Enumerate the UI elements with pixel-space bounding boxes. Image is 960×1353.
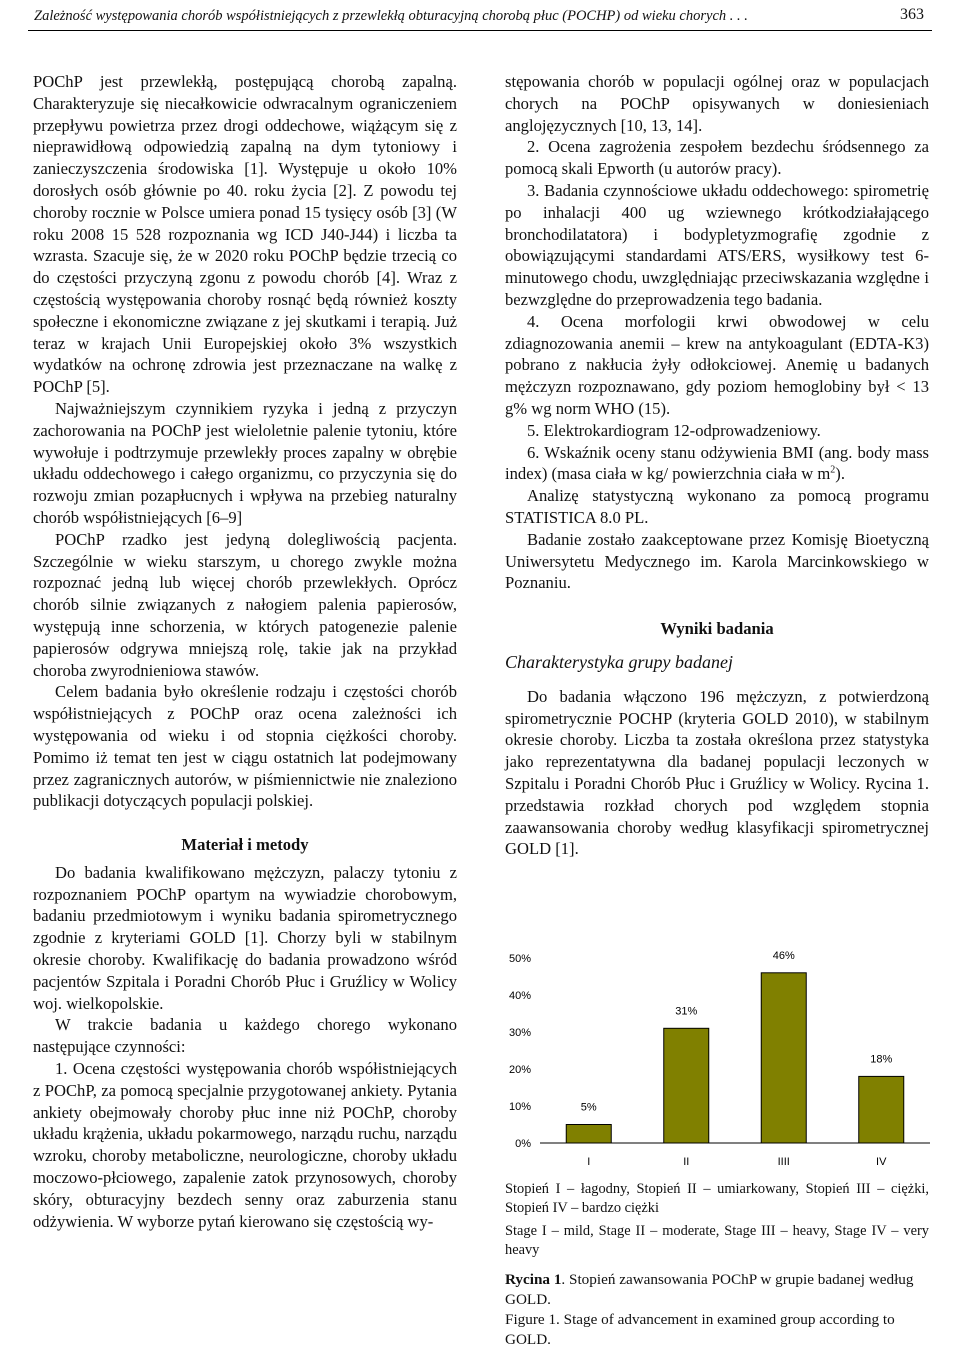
- bmi-paragraph: [505, 442, 929, 486]
- methods-paragraph-1: Do badania kwalifikowano mężczyzn, palaczy tytoniu z rozpoznaniem POChP opartym na wywiadzie chorobowym, badaniu przedmiotowym i wyniku badania spirometrycznego zgodnie z kryteriami GOLD [1]. Chorzy byli w stabilnym okresie choroby. Kwalifikację do badania prowadzono wśród pacjentów Szpitala i Poradni Chorób Płuc i Gruźlicy w Wolicy woj. wielkopolskie.: [33, 862, 457, 1013]
- data-label: 46%: [772, 950, 795, 962]
- right-paragraph-2: 2. Ocena zagrożenia zespołem bezdechu śródsennego za pomocą skali Epworth (u autorów pracy).: [505, 137, 929, 179]
- caption-polish-text: . Stopień zawansowania POChP w grupie badanej według GOLD.: [505, 1271, 914, 1308]
- methods-paragraph-2: W trakcie badania u każdego chorego wykonano następujące czynności:: [33, 1015, 457, 1057]
- running-title: Zależność występowania chorób współistniejących z przewlekłą obturacyjną chorobą płuc (POCHP) od wieku chorych . . .: [34, 8, 748, 24]
- chart-legend: [505, 1180, 929, 1264]
- subsection-heading: Charakterystyka grupy badanej: [505, 651, 733, 672]
- x-tick-label: II: [683, 1156, 690, 1168]
- caption-polish: [505, 1270, 929, 1310]
- chart-svg: [500, 950, 940, 1175]
- legend-polish: Stopień I – łagodny, Stopień II – umiarkowany, Stopień III – ciężki, Stopień IV – bardzo ciężki: [505, 1181, 929, 1216]
- y-tick-label: 0%: [515, 1138, 531, 1150]
- right-paragraph-ethics: Badanie zostało zaakceptowane przez Komisję Bioetyczną Uniwersytetu Medycznego im. Karola Marcinkowskiego w Poznaniu.: [505, 529, 929, 593]
- page-number: 363: [900, 6, 924, 23]
- bar-stage-3: [761, 973, 806, 1143]
- results-paragraph: Do badania włączono 196 mężczyzn, z potwierdzoną spirometrycznie POCHP (kryteria GOLD 2010), w stabilnym okresie choroby. Liczba ta została określona przez statystyka jako reprezentatywna dla badanej populacji leczonych w Szpitalu i Poradni Chorób Płuc i Gruźlicy w Wolicy. Rycina 1. przedstawia rozkład chorych pod względem stopnia zaawansowania choroby według klasyfikacji spirometrycznej GOLD [1].: [505, 686, 929, 859]
- intro-paragraph-3: POChP rzadko jest jedyną dolegliwością pacjenta. Szczególnie w wieku starszym, u chorego zwykle można rozpoznać jedną lub więcej chorób przewlekłych. Oprócz chorób silnie związanych z nałogiem palenia papierosów, występują inne schorzenia, w których patogenezie palenie papierosów odgrywa mniejszą rolę, takie jak na przykład choroba zwyrodnieniowa stawów.: [33, 529, 457, 680]
- y-tick-label: 30%: [508, 1027, 531, 1039]
- results-heading: Wyniki badania: [660, 619, 774, 639]
- legend-english: Stage I – mild, Stage II – moderate, Stage III – heavy, Stage IV – very heavy: [505, 1223, 929, 1258]
- right-paragraph-3: 3. Badania czynnościowe układu oddechowego: spirometrię po inhalacji 400 ug wziewnego krótkodziałającego bronchodilatatora) i bodypletyzmografię zgodnie z obowiązującymi standardami ATS/ERS, wysiłkowy test 6-minutowego chodu, uwzględniając przeciwskazania względne i bezwzględne do przeprowadzenia tego badania.: [505, 180, 929, 309]
- right-paragraph-4: 4. Ocena morfologii krwi obwodowej w celu zdiagnozowania anemii – krew na antykoagulant (EDTA-K3) pobrano z nakłucia żyły odłokciowej. Anemię u badanych mężczyzn rozpoznawano, gdy poziom hemoglobiny był < 13 g% wg norm WHO (15).: [505, 311, 929, 418]
- x-tick-label: IIII: [777, 1156, 790, 1168]
- y-tick-label: 40%: [508, 990, 531, 1002]
- right-column: [505, 71, 929, 860]
- methods-paragraph-3: 1. Ocena częstości występowania chorób współistniejących z POChP, za pomocą specjalnie przygotowanej ankiety. Pytania ankiety obejmowały choroby płuc inne niż POChP, choroby układu krążenia, układu pokarmowego, narządu ruchu, narządu wzroku, choroby metaboliczne, neurologiczne, choroby układu moczowo-płciowego, zapalenie zatok przynosowych, choroby skóry, obturacyjny bezdech senny oraz zaburzenia stanu odżywienia. W wyborze pytań kierowano się częstością wy-: [33, 1059, 457, 1231]
- left-column: [33, 71, 457, 1232]
- intro-paragraph-4: Celem badania było określenie rodzaju i częstości chorób współistniejących z POChP oraz ocena zależności ich występowania od wieku i od stopnia ciężkości choroby. Pomimo iż temat ten jest w ciągu ostatnich lat podejmowany przez zagranicznych autorów, w piśmiennictwie nie znaleziono publikacji dotyczących populacji polskiej.: [33, 682, 457, 811]
- figure-caption: [505, 1270, 929, 1350]
- bar-stage-1: [566, 1125, 611, 1144]
- data-label: 31%: [675, 1005, 698, 1018]
- caption-label: Rycina 1: [505, 1271, 562, 1288]
- methods-heading: Materiał i metody: [181, 835, 309, 855]
- right-paragraph-5: 5. Elektrokardiogram 12-odprowadzeniowy.: [527, 420, 821, 440]
- right-paragraph-stats: Analizę statystyczną wykonano za pomocą programu STATISTICA 8.0 PL.: [505, 486, 929, 527]
- x-tick-label: IV: [876, 1156, 887, 1168]
- y-tick-label: 10%: [508, 1101, 531, 1113]
- data-label: 5%: [580, 1101, 597, 1114]
- y-tick-label: 50%: [508, 953, 531, 965]
- bmi-text: 6. Wskaźnik oceny stanu odżywienia BMI (ang. body mass index) (masa ciała w kg/ powierzchnia ciała w m: [505, 442, 929, 484]
- bar-stage-4: [859, 1076, 904, 1143]
- caption-english: Figure 1. Stage of advancement in examined group according to GOLD.: [505, 1311, 895, 1348]
- intro-paragraph-1: POChP jest przewlekłą, postępującą chorobą zapalną. Charakteryzuje się niecałkowicie odwracalnym ograniczeniem przepływu powietrza przez drogi oddechowe, wiążącym się z nieprawidłową odpowiedzią zapalną na dym tytoniowy i zanieczyszczenia środowiska [1]. Występuje u około 10% dorosłych osób głównie po 40. roku życia [2]. Z powodu tej choroby rocznie w Polsce umiera ponad 15 tysięcy osób [3] (W roku 2008 15 528 rozpoznania wg ICD J40-J44) i liczba ta wzrasta. Szacuje się, że w 2020 roku POChP będzie trzecią co do częstości przyczyną zgonu z powodu chorób [4]. Wraz z częstością występowania choroby rosnąć będą również koszty społeczne i ekonomiczne związane z jej skutkami i terapią. Już teraz w krajach Unii Europejskiej około 3% wszystkich wydatków na ochronę zdrowia jest przeznaczane na walkę z POChP [5].: [33, 72, 457, 397]
- bmi-superscript: 2: [830, 464, 836, 476]
- bar-stage-2: [664, 1028, 709, 1143]
- right-paragraph-1: stępowania chorób w populacji ogólnej oraz w populacjach chorych na POChP opisywanych w doniesieniach anglojęzycznych [10, 13, 14].: [505, 72, 929, 135]
- data-label: 18%: [870, 1053, 893, 1066]
- running-header: [28, 6, 932, 31]
- y-tick-label: 20%: [508, 1064, 531, 1076]
- intro-paragraph-2: Najważniejszym czynnikiem ryzyka i jedną z przyczyn zachorowania na POChP jest wieloletnie palenie tytoniu, które wywołuje i podtrzymuje przewlekły proces zapalny w obrębie układu oddechowego i całego organizmu, co przyczynia się do rozwoju zmian pozapłucnych i wpływa na przebieg naturalny chorób współistniejących [6–9]: [33, 398, 457, 527]
- stage-bar-chart: [500, 950, 940, 1175]
- x-tick-label: I: [587, 1156, 591, 1168]
- bmi-end: ).: [835, 464, 845, 484]
